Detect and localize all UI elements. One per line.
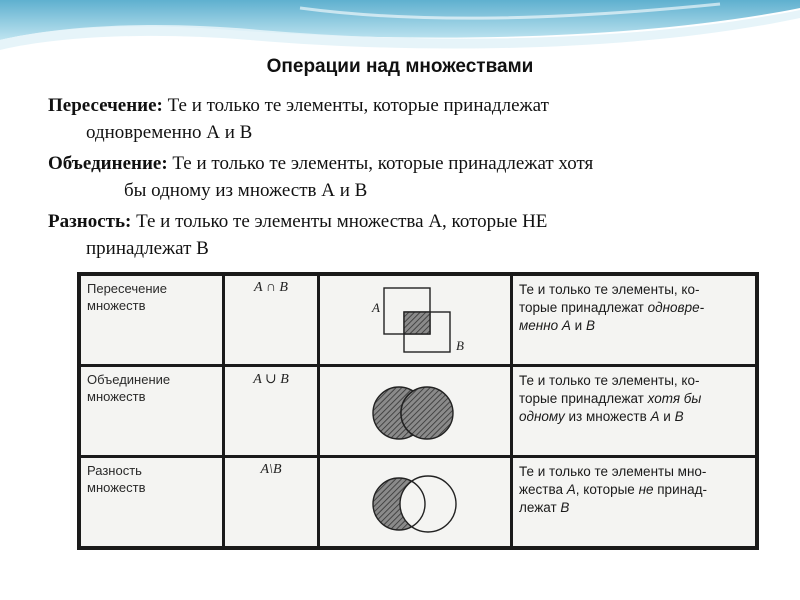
description-text: и bbox=[659, 409, 675, 424]
definition-continuation: принадлежат В bbox=[86, 238, 209, 259]
row-name-cell bbox=[81, 367, 222, 455]
definition-term: Разность: bbox=[48, 211, 132, 232]
description-emphasis: B bbox=[585, 318, 595, 333]
description-emphasis: одному bbox=[519, 409, 565, 424]
notation-cell bbox=[225, 458, 317, 546]
row-name: Объединение bbox=[87, 372, 171, 387]
definition-term: Пересечение: bbox=[48, 95, 163, 116]
description-emphasis: не bbox=[638, 482, 654, 497]
notation: A ∪ B bbox=[253, 372, 289, 387]
description-text: Те и только те элементы, ко- bbox=[519, 282, 700, 297]
description-cell bbox=[513, 276, 755, 364]
description-cell bbox=[513, 458, 755, 546]
definition-union bbox=[48, 150, 593, 204]
diagram-cell bbox=[320, 458, 510, 546]
definition-text: Те и только те элементы, которые принадлежат bbox=[167, 95, 549, 116]
set-b-label: B bbox=[456, 338, 464, 353]
definition-intersection bbox=[48, 92, 549, 146]
notation: A ∩ B bbox=[254, 280, 288, 295]
row-name: Разность bbox=[87, 463, 142, 478]
diagram-cell bbox=[320, 276, 510, 364]
description-text: торые принадлежат bbox=[519, 391, 648, 406]
set-a-label: A bbox=[372, 300, 380, 315]
diagram-cell bbox=[320, 367, 510, 455]
definition-continuation: бы одному из множеств А и В bbox=[124, 180, 368, 201]
definition-term: Объединение: bbox=[48, 153, 168, 174]
row-name: множеств bbox=[87, 298, 146, 313]
description-text: , которые bbox=[575, 482, 639, 497]
definition-text: Те и только те элементы множества А, которые НЕ bbox=[136, 211, 548, 232]
page-title: Операции над множествами bbox=[266, 56, 534, 77]
description-cell bbox=[513, 367, 755, 455]
description-text: торые принадлежат bbox=[519, 300, 648, 315]
row-name-cell bbox=[81, 458, 222, 546]
row-name: множеств bbox=[87, 389, 146, 404]
description-text: лежат bbox=[519, 500, 561, 515]
description-emphasis: менно A bbox=[519, 318, 571, 333]
notation: A\B bbox=[260, 462, 282, 477]
row-name: множеств bbox=[87, 480, 146, 495]
intersection-diagram bbox=[320, 276, 510, 364]
description-text: и bbox=[570, 318, 586, 333]
description-text: Те и только те элементы мно- bbox=[519, 464, 707, 479]
row-name-cell bbox=[81, 276, 222, 364]
intersection-area bbox=[404, 312, 430, 334]
description-emphasis: одновре- bbox=[647, 300, 705, 315]
description-text: принад- bbox=[653, 482, 707, 497]
description-text: Те и только те элементы, ко- bbox=[519, 373, 700, 388]
notation-cell bbox=[225, 276, 317, 364]
definition-text: Те и только те элементы, которые принадлежат хотя bbox=[172, 153, 594, 174]
union-diagram bbox=[320, 367, 510, 455]
definition-difference bbox=[48, 208, 547, 262]
description-emphasis: B bbox=[560, 500, 570, 515]
description-emphasis: A bbox=[566, 482, 576, 497]
difference-diagram bbox=[320, 458, 510, 546]
description-emphasis: B bbox=[674, 409, 684, 424]
description-text: из множеств bbox=[564, 409, 651, 424]
description-emphasis: A bbox=[650, 409, 660, 424]
definition-continuation: одновременно А и В bbox=[86, 122, 253, 143]
row-name: Пересечение bbox=[87, 281, 168, 296]
operations-table bbox=[77, 272, 759, 550]
description-emphasis: хотя бы bbox=[647, 391, 702, 406]
notation-cell bbox=[225, 367, 317, 455]
description-text: жества bbox=[519, 482, 567, 497]
